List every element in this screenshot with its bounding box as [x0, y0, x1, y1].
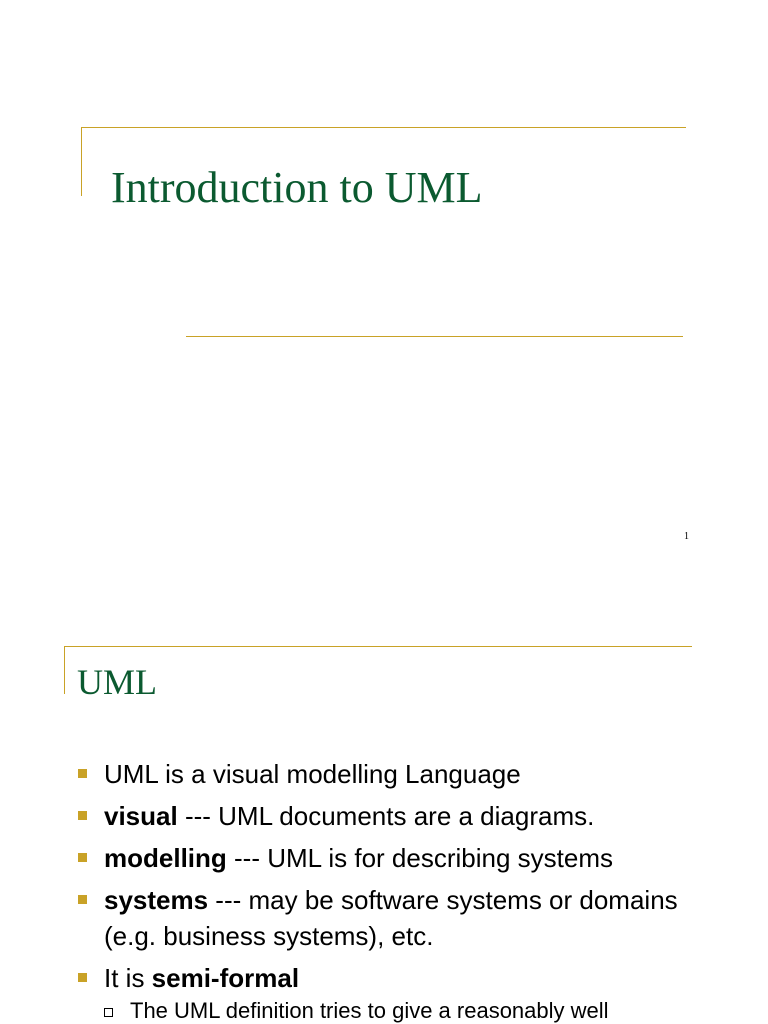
- frame-left-rule: [64, 646, 65, 694]
- square-bullet-icon: [78, 853, 87, 862]
- list-item: [78, 960, 698, 1024]
- frame-top-rule: [64, 646, 692, 647]
- square-bullet-icon: [78, 895, 87, 904]
- content-slide: [0, 600, 768, 1024]
- bullet-text: UML is a visual modelling Language: [104, 759, 521, 789]
- page-number: 1: [684, 531, 689, 542]
- bullet-term: systems: [104, 885, 209, 915]
- frame-left-rule: [81, 127, 82, 196]
- slide-title: UML: [77, 662, 157, 702]
- bullet-term: modelling: [104, 843, 227, 873]
- bullet-text: --- may be software systems or domains (e.g. business systems), etc.: [104, 885, 678, 951]
- bullet-text: --- UML documents are a diagrams.: [177, 801, 595, 831]
- sub-list-item: [78, 996, 698, 1024]
- square-bullet-icon: [78, 973, 87, 982]
- sub-bullet-text: The UML definition tries to give a reasonably well: [130, 998, 609, 1023]
- bullet-list: [78, 756, 698, 1024]
- list-item: [78, 798, 698, 834]
- bullet-term: semi-formal: [151, 963, 300, 993]
- frame-bottom-rule: [186, 336, 683, 337]
- list-item: [78, 840, 698, 876]
- bullet-term: visual: [104, 801, 178, 831]
- bullet-text: --- UML is for describing systems: [226, 843, 613, 873]
- square-bullet-icon: [78, 811, 87, 820]
- square-bullet-icon: [78, 769, 87, 778]
- frame-top-rule: [81, 127, 686, 128]
- bullet-prefix: It is: [104, 963, 152, 993]
- list-item: [78, 756, 698, 792]
- hollow-square-bullet-icon: [104, 1008, 113, 1017]
- list-item: [78, 882, 698, 954]
- slide-title: Introduction to UML: [111, 163, 483, 212]
